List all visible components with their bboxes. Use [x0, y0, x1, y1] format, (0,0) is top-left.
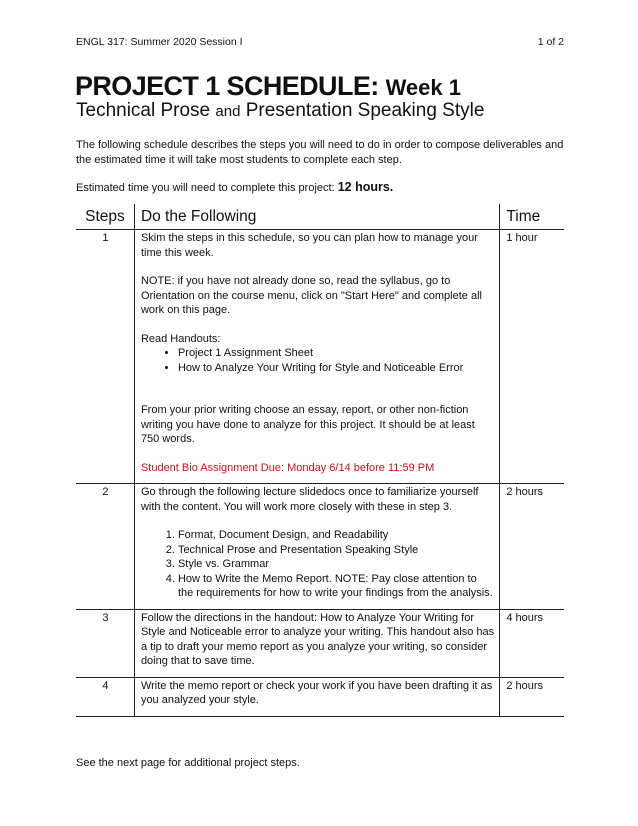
footer-note: See the next page for additional project steps. — [76, 757, 300, 769]
table-header-row — [76, 204, 564, 230]
running-header — [76, 36, 564, 48]
header-time: Time — [500, 204, 564, 230]
table-row — [76, 677, 564, 716]
handouts-label: Read Handouts: — [140, 332, 221, 345]
header-do: Do the Following — [134, 204, 499, 230]
slidedocs-list — [141, 528, 494, 601]
title-week: Week 1 — [385, 75, 461, 100]
table-row — [76, 230, 564, 484]
list-item: 3. Style vs. Grammar — [178, 557, 494, 572]
step-time: 1 hour — [500, 230, 564, 484]
list-item: 1. Format, Document Design, and Readability — [178, 528, 494, 543]
step-number: 3 — [76, 609, 134, 677]
instruction-paragraph: From your prior writing choose an essay, report, or other non-fiction writing you have done to analyze for this project. It should be at least 750 words. — [140, 404, 475, 445]
step-time: 2 hours — [500, 677, 564, 716]
step-number: 2 — [76, 484, 134, 610]
step-instructions — [134, 230, 499, 484]
subtitle-and: and — [215, 103, 241, 120]
step-time: 2 hours — [500, 484, 564, 610]
subtitle-part2: Presentation Speaking Style — [245, 100, 485, 121]
subtitle-part1: Technical Prose — [76, 100, 211, 121]
instruction-paragraph: Write the memo report or check your work if you have been drafting it as you analyzed your style. — [140, 679, 493, 706]
schedule-table — [76, 204, 564, 717]
handouts-list — [141, 346, 494, 375]
due-date-notice: Student Bio Assignment Due: Monday 6/14 before 11:59 PM — [140, 461, 435, 474]
instruction-note: NOTE: if you have not already done so, read the syllabus, go to Orientation on the course menu, click on "Start Here" and complete all work on this page. — [140, 275, 482, 316]
instruction-paragraph: Go through the following lecture slidedocs once to familiarize yourself with the content. You will work more closely with these in step 3. — [140, 486, 479, 513]
step-number: 4 — [76, 677, 134, 716]
list-item: 2. Technical Prose and Presentation Speaking Style — [178, 543, 494, 558]
step-instructions — [134, 484, 499, 610]
page-number: 1 of 2 — [537, 36, 564, 48]
header-steps: Steps — [76, 204, 134, 230]
course-label: ENGL 317: Summer 2020 Session I — [76, 36, 243, 48]
estimate-label: Estimated time you will need to complete this project: — [76, 182, 335, 194]
page-subtitle — [76, 99, 484, 124]
time-estimate — [76, 180, 566, 196]
table-row — [76, 609, 564, 677]
spacer — [141, 375, 494, 403]
instruction-paragraph: Follow the directions in the handout: How to Analyze Your Writing for Style and Noticeable error to analyze your writing. This handout also has a tip to draft your memo report as you analyze your writing, so consider doing that to save time. — [140, 611, 495, 667]
estimate-value: 12 hours. — [337, 180, 394, 194]
intro-paragraph: The following schedule describes the steps you will need to do in order to compose deliverables and the estimated time it will take most students to complete each step. — [76, 139, 564, 166]
instruction-paragraph: Skim the steps in this schedule, so you can plan how to manage your time this week. — [140, 232, 478, 259]
step-instructions — [134, 609, 499, 677]
table-row — [76, 484, 564, 610]
title-main: PROJECT 1 SCHEDULE: — [75, 71, 379, 101]
list-item: • Project 1 Assignment Sheet — [178, 346, 494, 361]
list-item: 4. How to Write the Memo Report. NOTE: Pay close attention to the requirements for how to write your findings from the analysis. — [178, 572, 494, 601]
step-time: 4 hours — [500, 609, 564, 677]
step-number: 1 — [76, 230, 134, 484]
spacer — [141, 514, 494, 528]
list-item: • How to Analyze Your Writing for Style and Noticeable Error — [178, 361, 494, 376]
step-instructions — [134, 677, 499, 716]
